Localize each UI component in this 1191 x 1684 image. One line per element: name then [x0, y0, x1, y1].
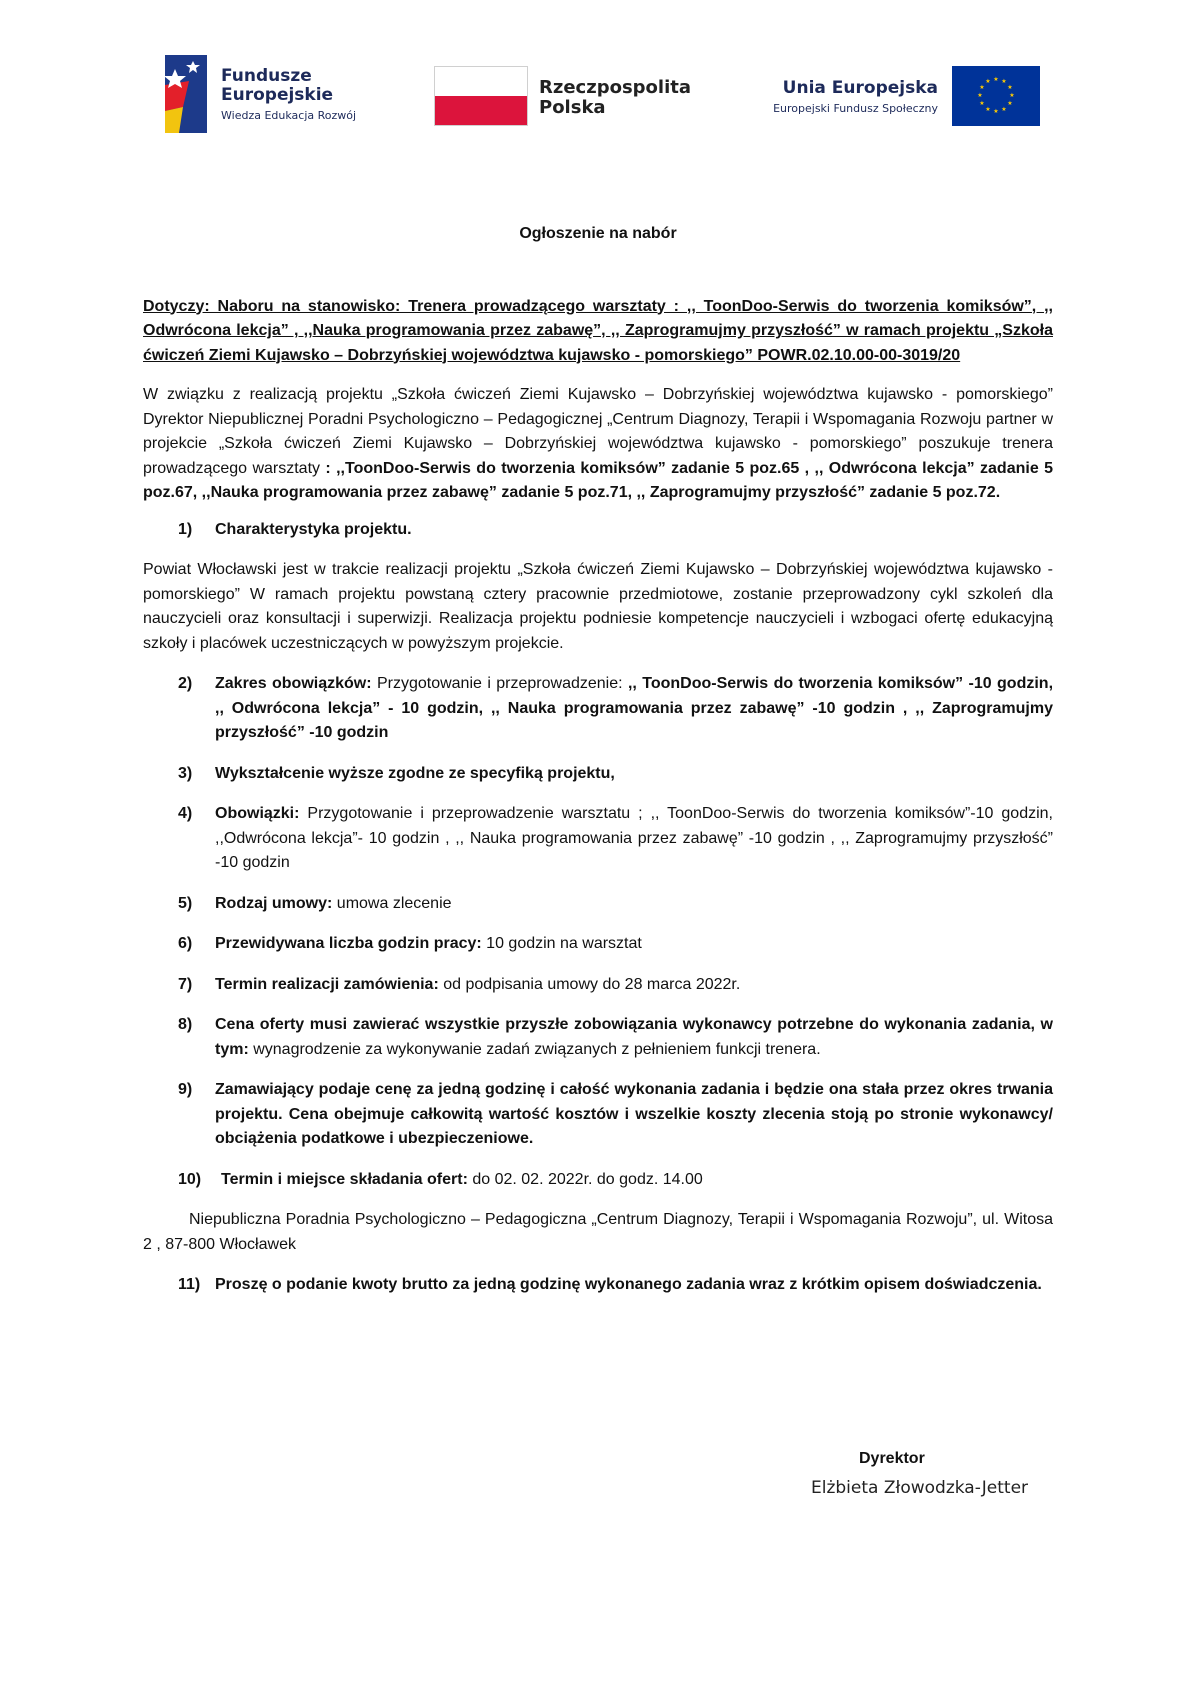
intro-bold-text: : ,,ToonDoo-Serwis do tworzenia komiksów” zadanie 5 poz.65 , ,, Odwrócona lekcja” zadanie 5 poz.67, ,,Nauka programowania przez zabawę” zadanie 5 poz.71, ,, Zaprogramujmy przyszłość” zadanie 5 poz.72.	[143, 459, 1053, 501]
document-body	[143, 222, 1053, 1314]
list-item-label: Termin i miejsce składania ofert:	[221, 1170, 468, 1188]
svg-text:★: ★	[977, 92, 983, 99]
list-item	[143, 802, 1053, 876]
list-item-number: 11)	[178, 1276, 201, 1293]
list-item	[143, 1273, 1053, 1298]
list-item	[143, 1168, 1053, 1193]
list-item-number: 2)	[178, 675, 193, 692]
ue-logo-line2: Europejski Fundusz Społeczny	[773, 102, 938, 115]
list-item-number: 1)	[178, 520, 193, 538]
list-item-text: Przygotowanie i przeprowadzenie warsztatu ; ,, ToonDoo-Serwis do tworzenia komiksów”-10 godzin, ,,Odwrócona lekcja”- 10 godzin , ,, Nauka programowania przez zabawę” -10 godzin , ,, Zaprogramujmy przyszłość” -10 godzin	[215, 805, 1053, 871]
list-item	[143, 518, 1053, 543]
list-item	[143, 762, 1053, 787]
list-item-label: Wykształcenie wyższe zgodne ze specyfiką projektu,	[215, 764, 615, 782]
list-item-number: 7)	[178, 975, 193, 993]
pl-logo-line2: Polska	[539, 97, 606, 118]
list-item-text: wynagrodzenie za wykonywanie zadań związanych z pełnieniem funkcji trenera.	[248, 1040, 821, 1058]
list-item-label: Obowiązki:	[215, 805, 300, 822]
fundusze-europejskie-logo	[165, 55, 385, 135]
eu-flag-icon	[952, 66, 1040, 126]
pl-logo-line1: Rzeczpospolita	[539, 77, 691, 98]
intro-paragraph	[143, 383, 1053, 506]
logo-bar	[0, 55, 1191, 135]
list-item-label: Charakterystyka projektu.	[215, 520, 412, 538]
fe-logo-line1: Fundusze	[221, 66, 312, 86]
list-item	[143, 1078, 1053, 1152]
submission-address: Niepubliczna Poradnia Psychologiczno – Pedagogiczna „Centrum Diagnozy, Terapii i Wspomagania Rozwoju”, ul. Witosa 2 , 87-800 Włocławek	[143, 1211, 1053, 1253]
list-item-label: Cena oferty musi zawierać wszystkie przyszłe zobowiązania wykonawcy potrzebne do wykonania zadania, w tym:	[215, 1016, 1053, 1058]
list-item-number: 5)	[178, 894, 193, 912]
document-title: Ogłoszenie na nabór	[519, 225, 677, 242]
list-item-text: umowa zlecenie	[332, 894, 452, 912]
list-item-number: 4)	[178, 805, 193, 822]
list-item-label: Zakres obowiązków:	[215, 675, 372, 692]
list-item-label: Przewidywana liczba godzin pracy:	[215, 935, 482, 952]
list-item	[143, 1013, 1053, 1062]
svg-text:★: ★	[1007, 84, 1013, 91]
signature-block	[0, 1450, 1191, 1510]
list-item-number: 9)	[178, 1081, 193, 1098]
list-item-number: 3)	[178, 764, 193, 782]
svg-text:★: ★	[985, 106, 991, 113]
list-item-text: do 02. 02. 2022r. do godz. 14.00	[467, 1170, 703, 1188]
list-item-label: Termin realizacji zamówienia:	[215, 975, 439, 993]
ue-logo-line1: Unia Europejska	[782, 78, 938, 98]
list-item	[143, 892, 1053, 917]
list-item-label: Rodzaj umowy:	[215, 894, 333, 912]
project-description: Powiat Włocławski jest w trakcie realizacji projektu „Szkoła ćwiczeń Ziemi Kujawsko – Dobrzyńskiej województwa kujawsko - pomorskiego” W ramach projektu powstaną cztery pracownie przedmiotowe, zostanie przeprowadzony cykl szkoleń dla nauczycieli oraz konsultacji i superwizji. Realizacja projektu podniesie kompetencje nauczycieli i wzbogaci ofertę edukacyjną szkoły i placówek uczestniczących w powyższym projekcie.	[143, 561, 1053, 652]
subject-line: Dotyczy: Naboru na stanowisko: Trenera prowadzącego warsztaty : ,, ToonDoo-Serwis do tworzenia komiksów”, ,, Odwrócona lekcja” , ,,Nauka programowania przez zabawę”, ,, Zaprogramujmy przyszłość” w ramach projektu „Szkoła ćwiczeń Ziemi Kujawsko – Dobrzyńskiej województwa kujawsko - pomorskiego” POWR.02.10.00-00-3019/20	[143, 297, 1053, 364]
svg-text:★: ★	[1001, 106, 1007, 113]
svg-text:★: ★	[993, 108, 999, 115]
list-item-text: Przygotowanie i przeprowadzenie:	[371, 675, 628, 692]
fe-logo-tagline: Wiedza Edukacja Rozwój	[221, 109, 357, 122]
svg-text:★: ★	[1007, 100, 1013, 107]
signature-name: Elżbieta Złowodzka-Jetter	[811, 1478, 1029, 1498]
list-item-label: Zamawiający podaje cenę za jedną godzinę i całość wykonania zadania i będzie ona stała przez okres trwania projektu. Cena obejmuje całkowitą wartość kosztów i wszelkie koszty zlecenia stoją po stronie wykonawcy/ obciążenia podatkowe i ubezpieczeniowe.	[215, 1081, 1053, 1147]
list-item-bold-text: ,, ToonDoo-Serwis do tworzenia komiksów” -10 godzin, ,, Odwrócona lekcja” - 10 godzin, ,, Nauka programowania przez zabawę” -10 godzin , ,, Zaprogramujmy przyszłość” -10 godzin	[215, 675, 1054, 741]
fe-logo-line2: Europejskie	[221, 85, 334, 105]
signature-title: Dyrektor	[859, 1450, 925, 1467]
polish-flag-icon	[434, 66, 528, 126]
list-item-number: 8)	[178, 1016, 193, 1033]
list-item-text: od podpisania umowy do 28 marca 2022r.	[438, 975, 741, 993]
svg-text:★: ★	[979, 84, 985, 91]
list-item-number: 10)	[178, 1170, 202, 1188]
list-item-text: 10 godzin na warsztat	[481, 935, 642, 952]
svg-text:★: ★	[979, 100, 985, 107]
svg-text:★: ★	[1009, 92, 1015, 99]
list-item-label: Proszę o podanie kwoty brutto za jedną godzinę wykonanego zadania wraz z krótkim opisem doświadczenia.	[215, 1276, 1042, 1293]
list-item-number: 6)	[178, 935, 193, 952]
unia-europejska-logo	[740, 66, 1040, 128]
svg-text:★: ★	[1001, 78, 1007, 85]
list-item	[143, 672, 1053, 746]
fundusze-europejskie-mark-icon	[165, 55, 207, 133]
rzeczpospolita-polska-logo	[434, 66, 704, 128]
list-item	[143, 932, 1053, 957]
svg-text:★: ★	[993, 76, 999, 83]
list-item	[143, 973, 1053, 998]
intro-text: W związku z realizacją projektu „Szkoła ćwiczeń Ziemi Kujawsko – Dobrzyńskiej województwa kujawsko - pomorskiego” Dyrektor Niepublicznej Poradni Psychologiczno – Pedagogicznej „Centrum Diagnozy, Terapii i Wspomagania Rozwoju partner w projekcie „Szkoła ćwiczeń Ziemi Kujawsko – Dobrzyńskiej województwa kujawsko - pomorskiego” poszukuje trenera prowadzącego warsztaty	[143, 386, 1053, 477]
svg-text:★: ★	[985, 78, 991, 85]
